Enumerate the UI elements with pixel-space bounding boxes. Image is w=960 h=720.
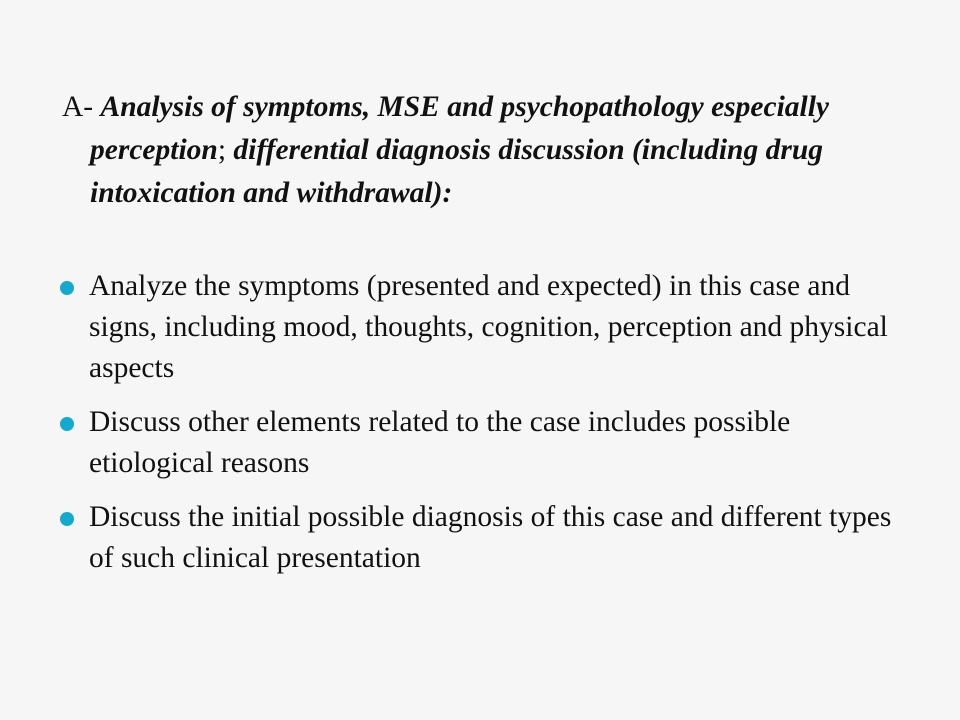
heading-emphasis-1: Analysis of symptoms, MSE and psychopathology especially perception (90, 91, 830, 166)
bullet-list (58, 266, 908, 592)
heading-separator: ; (217, 134, 234, 166)
bullet-text: Discuss the initial possible diagnosis of this case and different types of such clinical presentation (89, 501, 892, 574)
section-heading (62, 86, 920, 215)
bullet-dot-icon (60, 417, 74, 431)
bullet-dot-icon (60, 512, 74, 526)
bullet-item (58, 266, 908, 389)
bullet-item (58, 497, 908, 579)
bullet-text: Analyze the symptoms (presented and expected) in this case and signs, including mood, thoughts, cognition, perception and physical aspects (89, 270, 888, 384)
bullet-dot-icon (60, 281, 74, 295)
heading-prefix: A- (62, 91, 101, 123)
bullet-item (58, 402, 908, 484)
heading-emphasis-2: differential diagnosis discussion (including drug intoxication and withdrawal): (90, 134, 823, 209)
bullet-text: Discuss other elements related to the case includes possible etiological reasons (89, 406, 791, 479)
